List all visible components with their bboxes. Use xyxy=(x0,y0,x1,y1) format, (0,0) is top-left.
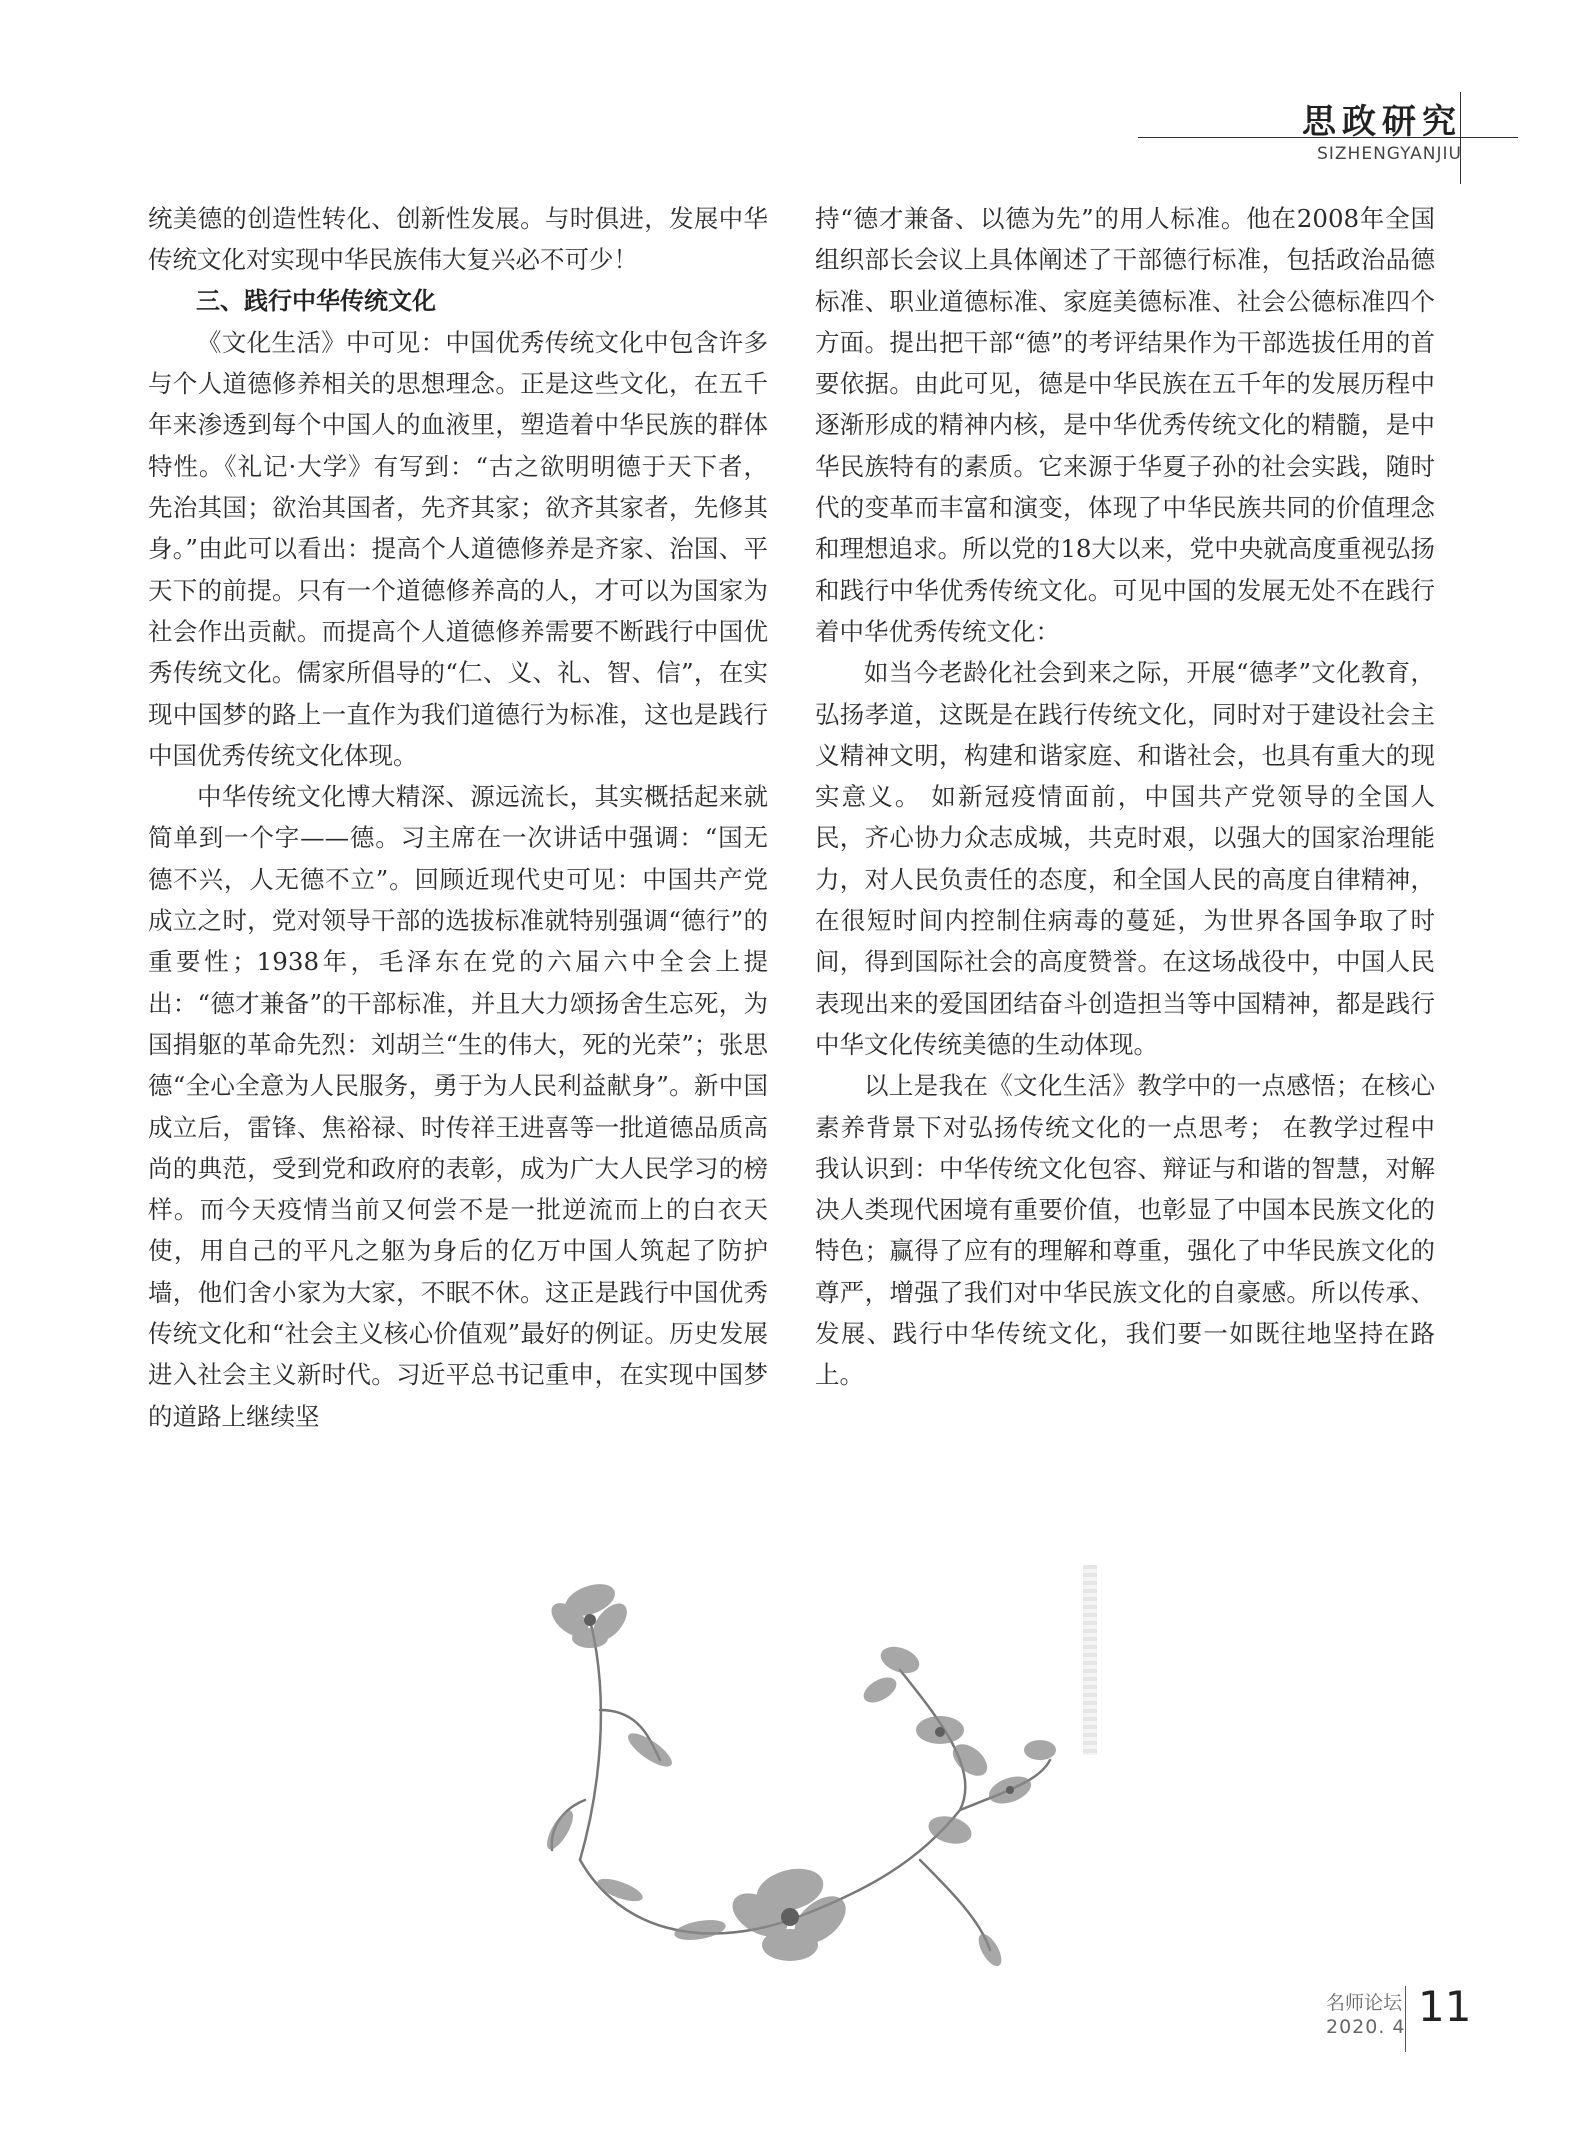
issue-number: 2020. 4 xyxy=(1326,2016,1406,2038)
paragraph: 持“德才兼备、以德为先”的用人标准。他在2008年全国组织部长会议上具体阐述了干部德行标准，包括政治品德标准、职业道德标准、家庭美德标准、社会公德标准四个方面。提出把干部“德”的考评结果作为干部选拔任用的首要依据。由此可见，德是中华民族在五千年的发展历程中逐渐形成的精神内核，是中华优秀传统文化的精髓，是中华民族特有的素质。它来源于华夏子孙的社会实践，随时代的变革而丰富和演变，体现了中华民族共同的价值理念和理想追求。所以党的18大以来，党中央就高度重视弘扬和践行中华优秀传统文化。可见中国的发展无处不在践行着中华优秀传统文化： xyxy=(815,204,1435,646)
section-subtitle: SIZHENGYANJIU xyxy=(1317,144,1462,164)
right-column xyxy=(815,198,1435,1396)
left-column xyxy=(148,198,768,1437)
journal-name: 名师论坛 xyxy=(1326,1992,1403,2014)
header-rule xyxy=(1138,137,1518,138)
paragraph: 如当今老龄化社会到来之际，开展“德孝”文化教育，弘扬孝道，这既是在践行传统文化，同时对于建设社会主义精神文明，构建和谐家庭、和谐社会，也具有重大的现实意义。 如新冠疫情面前，中国共产党领导的全国人民，齐心协力众志成城，共克时艰，以强大的国家治理能力，对人民负责任的态度，和全国人民的高度自律精神，在很短时间内控制住病毒的蔓延，为世界各国争取了时间，得到国际社会的高度赞誉。在这场战役中，中国人民表现出来的爱国团结奋斗创造担当等中国精神，都是践行中华文化传统美德的生动体现。 xyxy=(815,658,1435,1059)
header-divider xyxy=(1460,92,1461,184)
watermark-strip xyxy=(1083,1565,1097,1755)
ink-flower-icon xyxy=(540,1560,1060,2000)
paragraph: 统美德的创造性转化、创新性发展。与时俱进，发展中华传统文化对实现中华民族伟大复兴必不可少！ xyxy=(148,204,768,275)
footer-divider xyxy=(1405,1986,1406,2052)
paragraph: 中华传统文化博大精深、源远流长，其实概括起来就简单到一个字——德。习主席在一次讲话中强调：“国无德不兴，人无德不立”。回顾近现代史可见：中国共产党成立之时，党对领导干部的选拔标准就特别强调“德行”的重要性；1938年，毛泽东在党的六届六中全会上提出：“德才兼备”的干部标准，并且大力颂扬舍生忘死，为国捐躯的革命先烈：刘胡兰“生的伟大，死的光荣”；张思德“全心全意为人民服务，勇于为人民利益献身”。新中国成立后，雷锋、焦裕禄、时传祥王进喜等一批道德品质高尚的典范，受到党和政府的表彰，成为广大人民学习的榜样。而今天疫情当前又何尝不是一批逆流而上的白衣天使，用自己的平凡之躯为身后的亿万中国人筑起了防护墙，他们舍小家为大家，不眠不休。这正是践行中国优秀传统文化和“社会主义核心价值观”最好的例证。历史发展进入社会主义新时代。习近平总书记重申，在实现中国梦的道路上继续坚 xyxy=(148,782,768,1431)
section-heading: 三、践行中华传统文化 xyxy=(196,286,436,315)
page-number: 11 xyxy=(1418,1982,1472,2031)
section-title: 思政研究 xyxy=(1302,102,1462,142)
paragraph: 《文化生活》中可见：中国优秀传统文化中包含许多与个人道德修养相关的思想理念。正是这些文化，在五千年来渗透到每个中国人的血液里，塑造着中华民族的群体特性。《礼记·大学》有写到：“古之欲明明德于天下者，先治其国；欲治其国者，先齐其家；欲齐其家者，先修其身。”由此可以看出：提高个人道德修养是齐家、治国、平天下的前提。只有一个道德修养高的人，才可以为国家为社会作出贡献。而提高个人道德修养需要不断践行中国优秀传统文化。儒家所倡导的“仁、义、礼、智、信”，在实现中国梦的路上一直作为我们道德行为标准，这也是践行中国优秀传统文化体现。 xyxy=(148,327,768,770)
paragraph: 以上是我在《文化生活》教学中的一点感悟；在核心素养背景下对弘扬传统文化的一点思考； 在教学过程中我认识到：中华传统文化包容、辩证与和谐的智慧，对解决人类现代困境有重要价值，也彰显了中国本民族文化的特色；赢得了应有的理解和尊重，强化了中华民族文化的尊严，增强了我们对中华民族文化的自豪感。所以传承、发展、践行中华传统文化，我们要一如既往地坚持在路上。 xyxy=(815,1071,1435,1390)
